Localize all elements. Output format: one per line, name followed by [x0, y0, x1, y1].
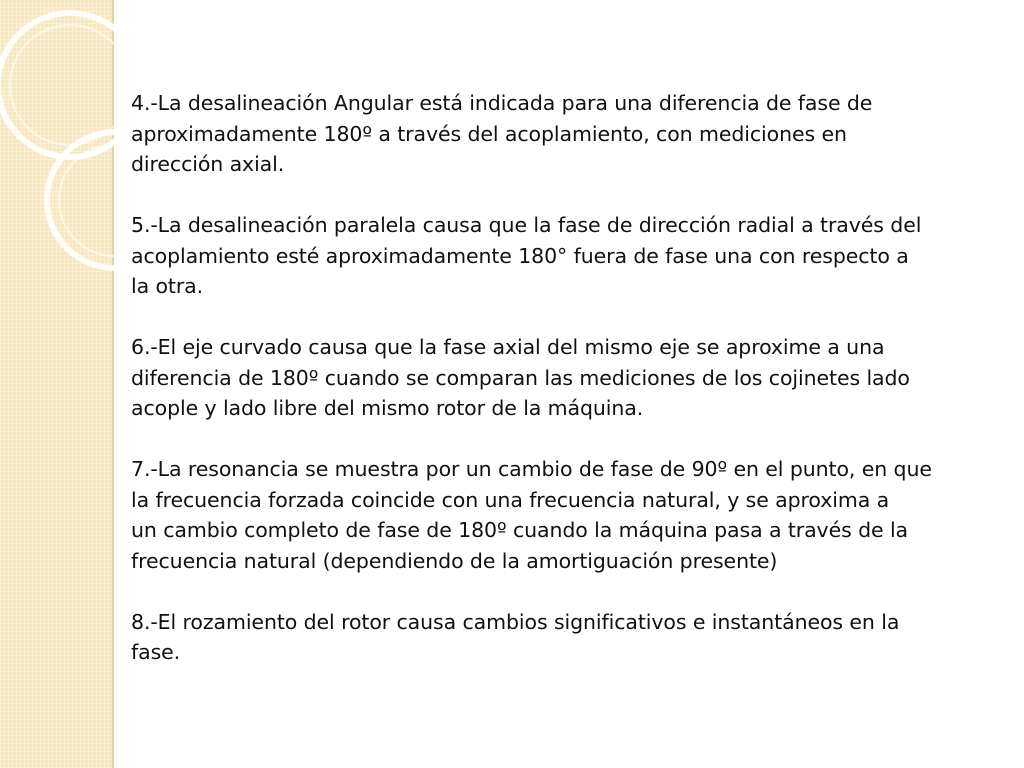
- paragraph-item-7: 7.-La resonancia se muestra por un cambio de fase de 90º en el punto, en que la frecuencia forzada coincide con una frecuencia natural, y se aproxima a un cambio completo de fase de 180º cuando la máquina pasa a través de la frecuencia natural (dependiendo de la amortiguación presente): [131, 457, 932, 573]
- paragraph-item-5: 5.-La desalineación paralela causa que la fase de dirección radial a través del acoplamiento esté aproximadamente 180° fuera de fase una con respecto a la otra.: [131, 213, 922, 298]
- paragraph-item-6: 6.-El eje curvado causa que la fase axial del mismo eje se aproxime a una diferencia de 180º cuando se comparan las mediciones de los cojinetes lado acople y lado libre del mismo rotor de la máquina.: [131, 335, 910, 420]
- paragraph-item-4: 4.-La desalineación Angular está indicada para una diferencia de fase de aproximadamente 180º a través del acoplamiento, con mediciones en dirección axial.: [131, 91, 873, 176]
- paragraph-item-8: 8.-El rozamiento del rotor causa cambios significativos e instantáneos en la fase.: [131, 609, 900, 664]
- slide-body: [131, 88, 951, 698]
